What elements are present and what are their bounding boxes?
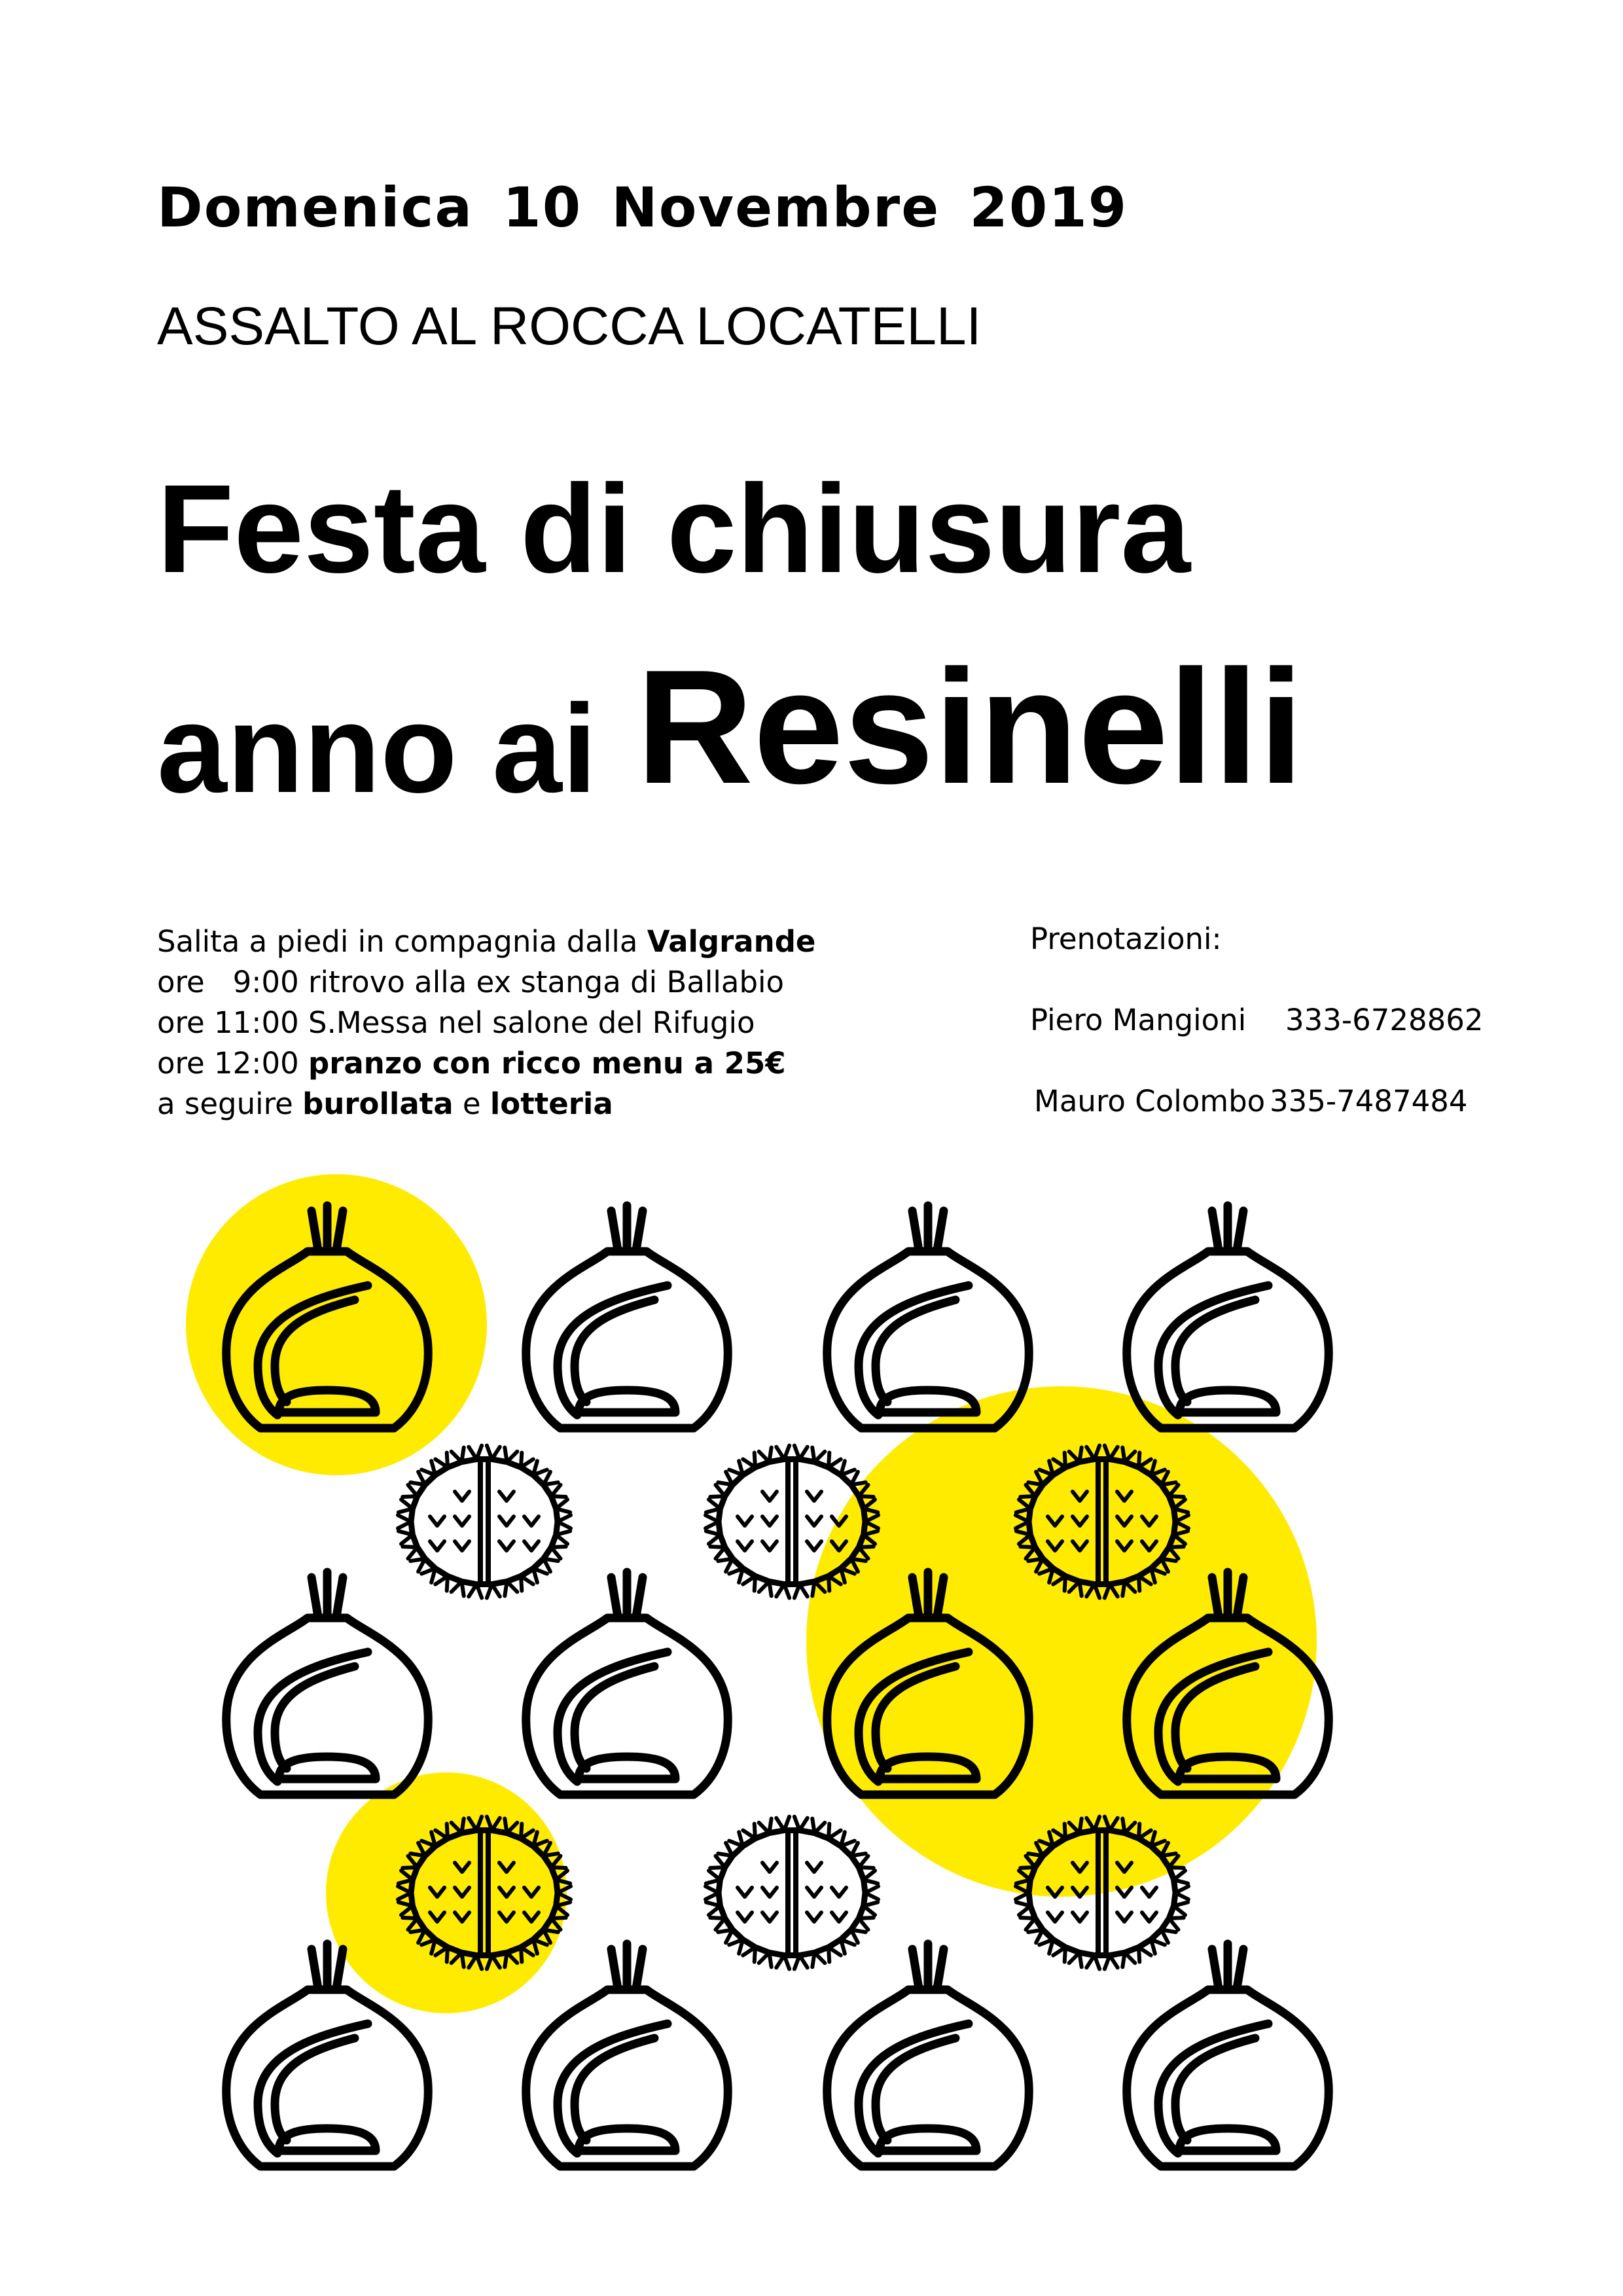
program-line-5-text: a seguire — [157, 1086, 303, 1121]
title-emphasis: Resinelli — [636, 636, 1304, 817]
chestnut-icon — [526, 1572, 728, 1795]
program-line-5-bold-2: lotteria — [490, 1086, 613, 1121]
contact-1-name: Piero Mangioni — [1030, 1003, 1247, 1037]
contact-2-name: Mauro Colombo — [1034, 1084, 1266, 1119]
chestnut-burr-icon — [705, 1817, 878, 1969]
program-line-1-bold: Valgrande — [647, 924, 816, 959]
chestnut-illustration — [0, 1165, 1623, 2296]
program-line-1 — [157, 922, 815, 962]
event-subtitle: ASSALTO AL ROCCA LOCATELLI — [157, 296, 982, 356]
event-date: Domenica 10 Novembre 2019 — [157, 175, 1128, 240]
program-line-3: ore 11:00 S.Messa nel salone del Rifugio — [157, 1005, 755, 1040]
program-line-4-bold: pranzo con ricco menu a 25€ — [308, 1046, 786, 1081]
program-line-4-text: ore 12:00 — [157, 1046, 309, 1081]
title-line-1: Festa di chiusura — [157, 458, 1191, 599]
program-line-1-text: Salita a piedi in compagnia dalla — [157, 924, 647, 959]
chestnut-icon — [827, 1944, 1029, 2166]
chestnut-icon — [526, 1944, 728, 2166]
program-line-5-bold-1: burollata — [302, 1086, 454, 1121]
contact-1-phone: 333-6728862 — [1285, 1003, 1484, 1037]
contact-2-phone: 335-7487484 — [1270, 1084, 1468, 1119]
chestnut-icon — [1127, 1944, 1329, 2166]
program-line-2: ore 9:00 ritrovo alla ex stanga di Ballabio — [157, 965, 785, 999]
program-line-5 — [157, 1084, 815, 1124]
chestnut-icon — [226, 1572, 428, 1795]
title-line-2-prefix: anno ai — [157, 678, 597, 819]
title-line-2 — [157, 636, 1304, 819]
bookings-label: Prenotazioni: — [1030, 922, 1222, 956]
chestnut-icon — [526, 1206, 728, 1428]
chestnut-icon — [1127, 1206, 1329, 1428]
chestnut-burr-icon — [398, 1446, 571, 1598]
program-line-5-mid: e — [453, 1086, 490, 1121]
program-line-4 — [157, 1043, 815, 1084]
program-info — [157, 922, 815, 1124]
